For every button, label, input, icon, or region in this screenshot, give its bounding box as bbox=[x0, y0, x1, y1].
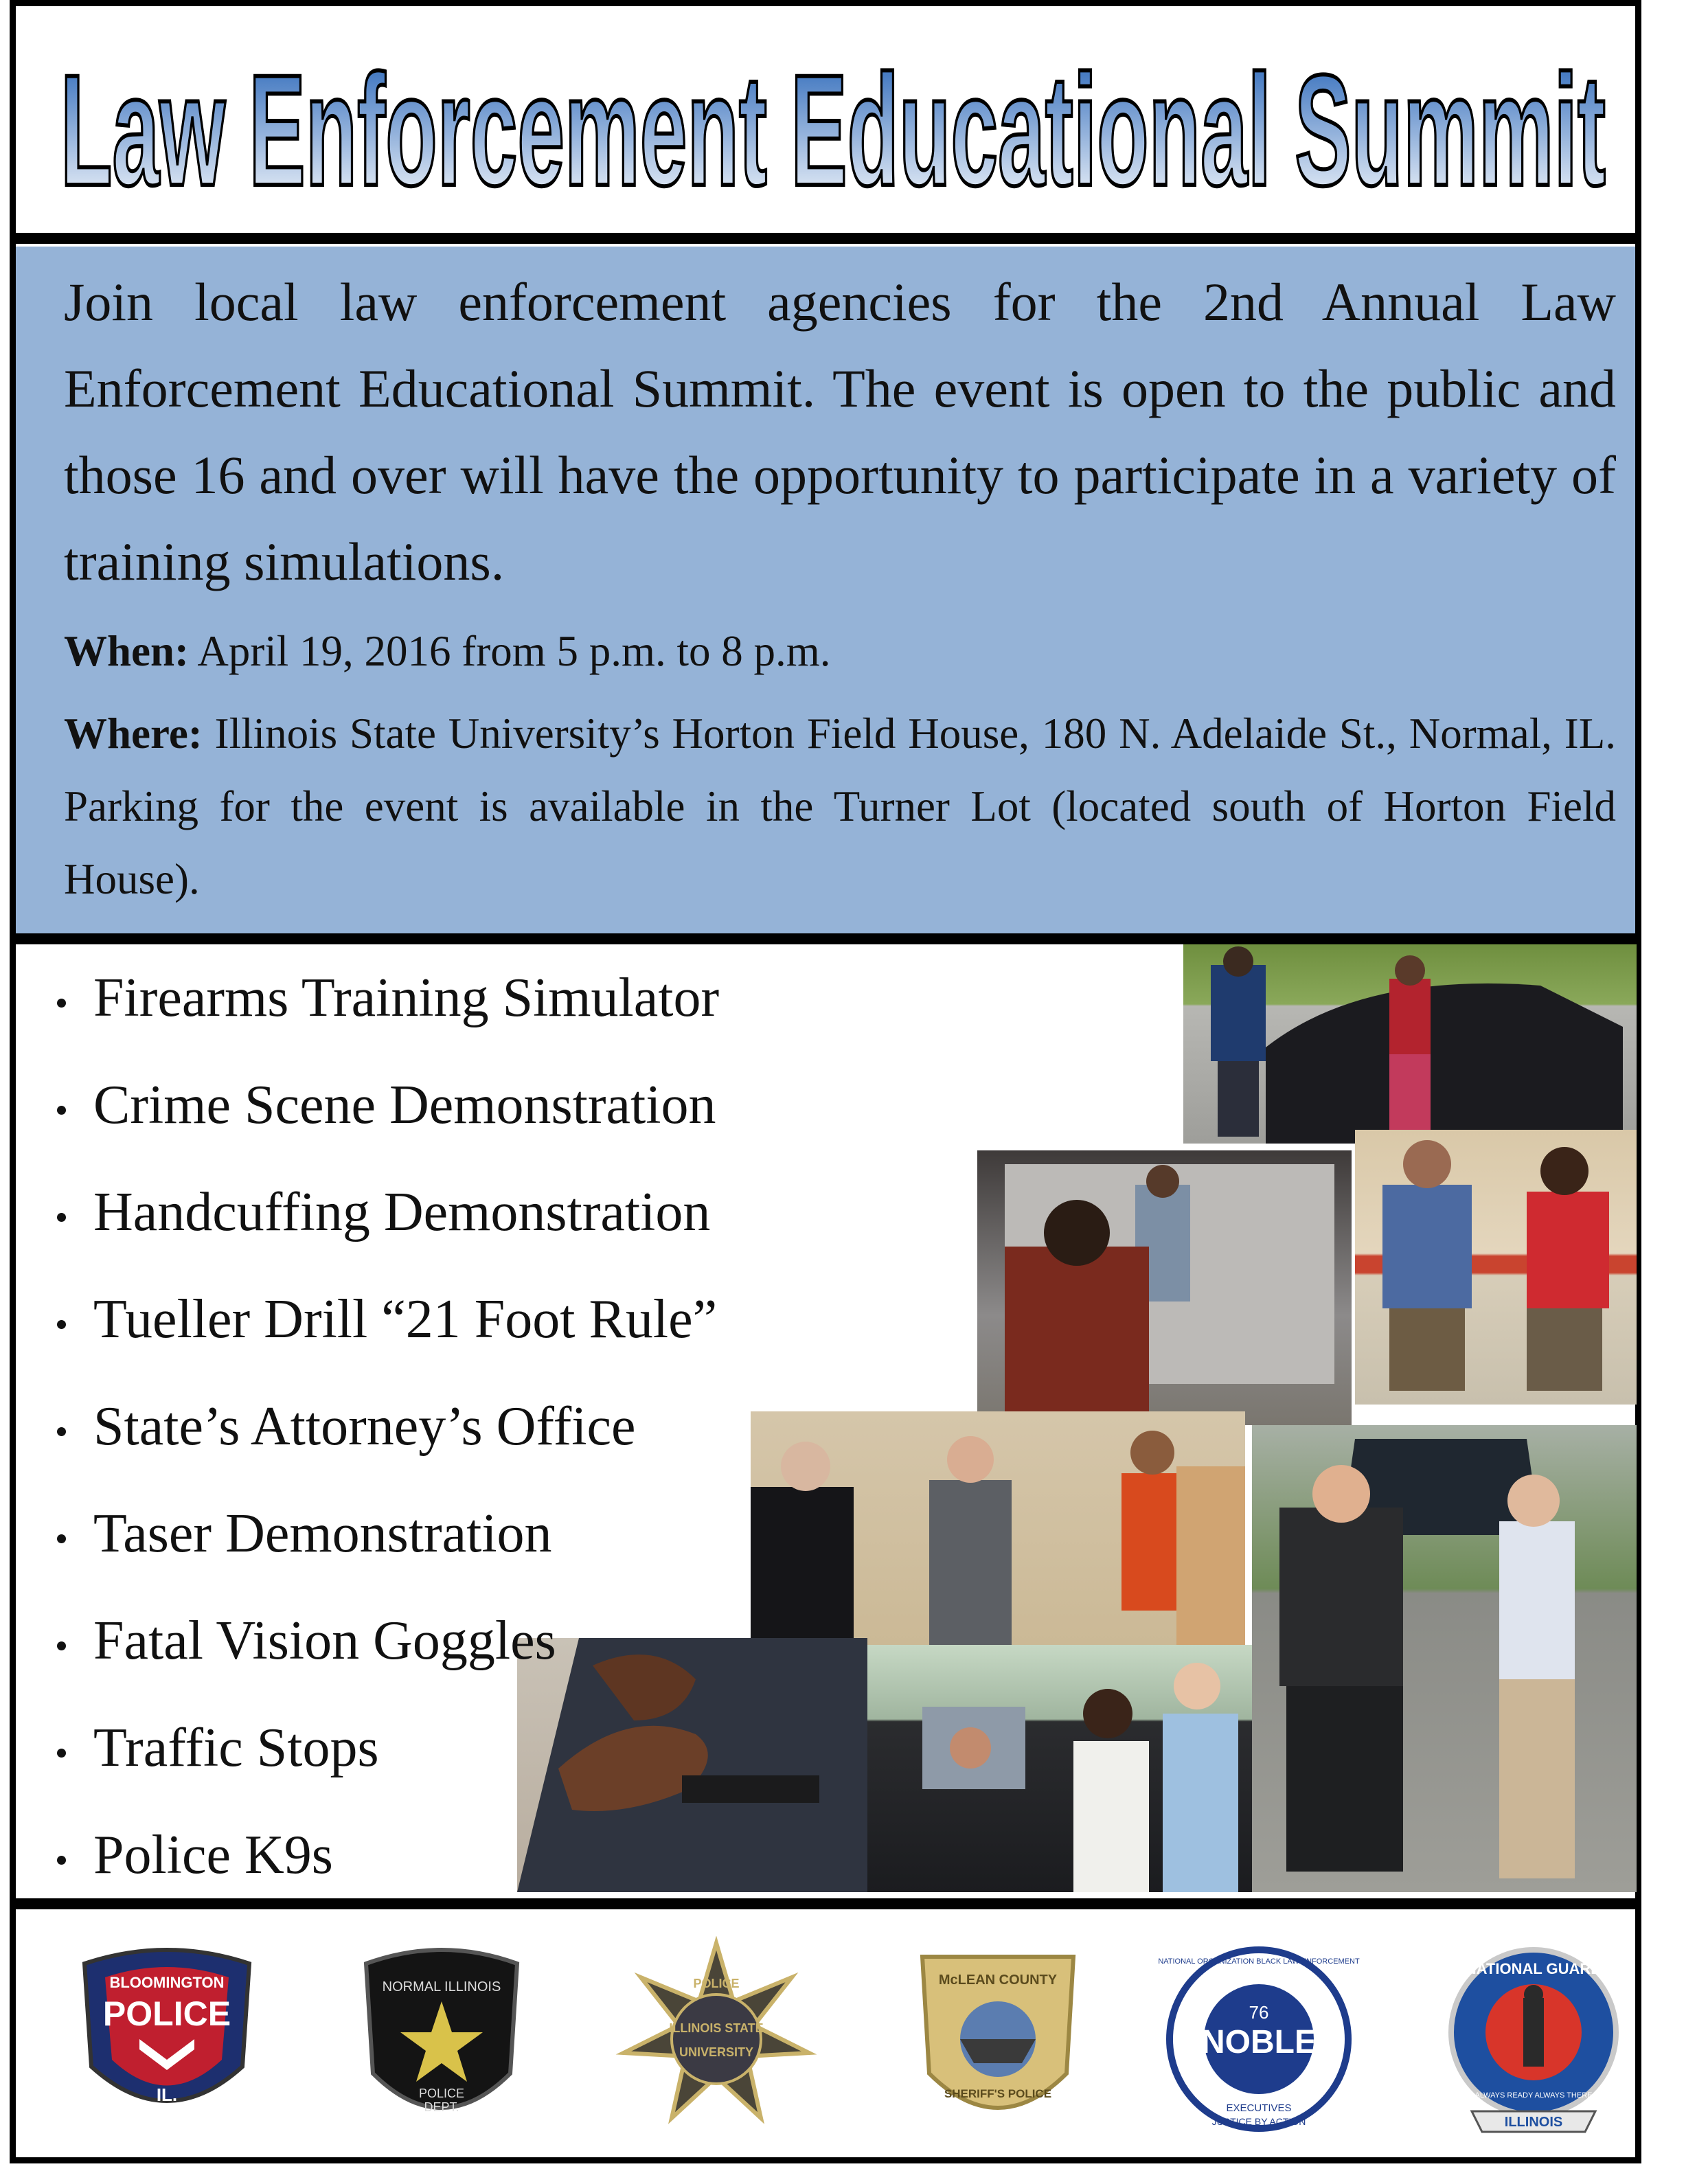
svg-text:ILLINOIS STATE: ILLINOIS STATE bbox=[669, 2021, 764, 2035]
photo-k9-officer-art bbox=[1252, 1425, 1637, 1892]
svg-text:DEPT.: DEPT. bbox=[424, 2100, 459, 2114]
activities-list bbox=[50, 944, 719, 1909]
event-when: When: April 19, 2016 from 5 p.m. to 8 p.m. bbox=[64, 627, 831, 675]
svg-text:POLICE: POLICE bbox=[418, 2087, 465, 2100]
photo-traffic-stops-art bbox=[867, 1645, 1252, 1892]
svg-text:IL.: IL. bbox=[156, 2084, 178, 2105]
svg-text:NATIONAL ORGANIZATION BLACK LA: NATIONAL ORGANIZATION BLACK LAW ENFORCEMENT bbox=[1158, 1957, 1360, 1966]
photo-traffic-stop-car bbox=[1183, 944, 1637, 1144]
list-item: State’s Attorney’s Office bbox=[50, 1373, 719, 1480]
photo-traffic-stop-car-art bbox=[1183, 944, 1637, 1144]
bullet-icon bbox=[57, 1427, 66, 1436]
list-item: Firearms Training Simulator bbox=[50, 944, 719, 1052]
svg-text:BLOOMINGTON: BLOOMINGTON bbox=[109, 1974, 225, 1991]
mclean-sheriff-logo bbox=[895, 1936, 1101, 2142]
photo-states-attorney-art bbox=[751, 1411, 1245, 1645]
svg-text:POLICE: POLICE bbox=[102, 1994, 231, 2033]
svg-text:ILLINOIS: ILLINOIS bbox=[1504, 2115, 1563, 2130]
list-item: Traffic Stops bbox=[50, 1694, 719, 1801]
list-item: Fatal Vision Goggles bbox=[50, 1587, 719, 1694]
list-item: Police K9s bbox=[50, 1801, 719, 1909]
svg-text:EXECUTIVES: EXECUTIVES bbox=[1226, 2102, 1292, 2114]
svg-text:76: 76 bbox=[1249, 2002, 1269, 2023]
intro-paragraph: Join local law enforcement agencies for the 2nd Annual Law Enforcement Educational Summit. The event is open to the public and those 16 and over will have the opportunity to participate in a variety of training simulations. bbox=[64, 272, 1616, 591]
svg-text:McLEAN COUNTY: McLEAN COUNTY bbox=[938, 1973, 1058, 1988]
svg-text:ALWAYS READY ALWAYS THERE: ALWAYS READY ALWAYS THERE bbox=[1474, 2091, 1593, 2100]
svg-text:POLICE: POLICE bbox=[693, 1977, 740, 1990]
bullet-icon bbox=[57, 1749, 66, 1758]
svg-text:SHERIFF'S POLICE: SHERIFF'S POLICE bbox=[944, 2087, 1052, 2100]
svg-text:Law Enforcement Educational Su: Law Enforcement Educational Summit bbox=[60, 42, 1606, 218]
event-where: Where: Illinois State University’s Horton Field House, 180 N. Adelaide St., Normal, IL. Parking for the event is available in the Turner Lot (located south of Horton Field House). bbox=[64, 709, 1616, 903]
photo-states-attorney bbox=[751, 1411, 1245, 1645]
logos-divider bbox=[16, 1898, 1635, 1909]
title-banner bbox=[16, 6, 1635, 233]
bullet-icon bbox=[57, 999, 66, 1008]
bullet-icon bbox=[57, 1320, 66, 1329]
bullet-icon bbox=[57, 1856, 66, 1865]
noble-logo bbox=[1156, 1936, 1362, 2142]
svg-text:UNIVERSITY: UNIVERSITY bbox=[679, 2045, 754, 2059]
bullet-icon bbox=[57, 1641, 66, 1650]
photo-firearms-simulator-art bbox=[977, 1150, 1352, 1425]
isu-police-logo bbox=[613, 1936, 819, 2142]
list-item: Handcuffing Demonstration bbox=[50, 1159, 719, 1266]
svg-text:NATIONAL GUARD: NATIONAL GUARD bbox=[1465, 1960, 1602, 1977]
national-guard-logo bbox=[1431, 1936, 1637, 2142]
agency-logos bbox=[16, 1909, 1635, 2163]
svg-text:JUSTICE BY ACTION: JUSTICE BY ACTION bbox=[1211, 2116, 1306, 2127]
activities-section bbox=[16, 944, 1635, 1899]
photo-interview bbox=[1355, 1130, 1637, 1405]
page-title bbox=[57, 20, 1609, 226]
intro-panel bbox=[16, 247, 1635, 933]
title-divider bbox=[16, 233, 1635, 244]
normal-police-logo bbox=[339, 1936, 545, 2142]
bullet-icon bbox=[57, 1213, 66, 1222]
list-item: Tueller Drill “21 Foot Rule” bbox=[50, 1266, 719, 1373]
list-item: Crime Scene Demonstration bbox=[50, 1052, 719, 1159]
photo-k9-officer bbox=[1252, 1425, 1637, 1892]
flyer-frame bbox=[10, 0, 1641, 2163]
bullet-icon bbox=[57, 1106, 66, 1115]
bloomington-police-logo bbox=[64, 1936, 270, 2142]
photo-traffic-stops bbox=[867, 1645, 1252, 1892]
photo-interview-art bbox=[1355, 1130, 1637, 1405]
intro-divider bbox=[16, 933, 1635, 944]
bullet-icon bbox=[57, 1534, 66, 1543]
photo-firearms-simulator bbox=[977, 1150, 1352, 1425]
svg-text:NOBLE: NOBLE bbox=[1201, 2024, 1317, 2060]
svg-text:NORMAL ILLINOIS: NORMAL ILLINOIS bbox=[382, 1979, 501, 1994]
list-item: Taser Demonstration bbox=[50, 1480, 719, 1587]
